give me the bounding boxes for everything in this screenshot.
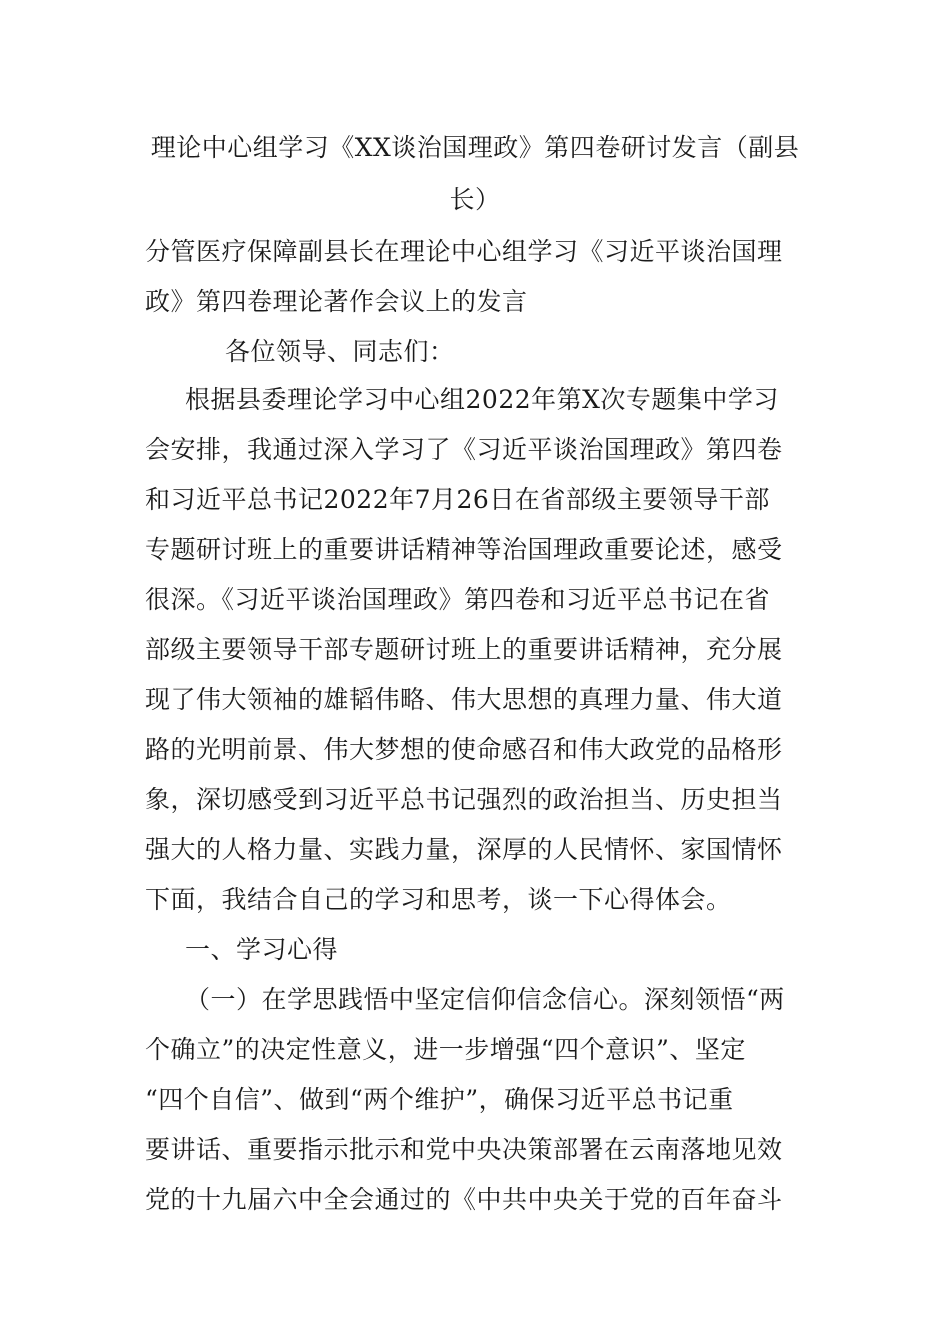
- paragraph-line: 下面，我结合自己的学习和思考，谈一下心得体会。: [145, 885, 732, 914]
- paragraph-line: 强大的人格力量、实践力量，深厚的人民情怀、家国情怀: [145, 835, 783, 864]
- paragraph-line: 和习近平总书记2022年7月26日在省部级主要领导干部: [145, 485, 770, 514]
- paragraph-line: “四个自信”、做到“两个维护”，确保习近平总书记重: [145, 1085, 734, 1114]
- document-subtitle-line-1: 分管医疗保障副县长在理论中心组学习《习近平谈治国理: [145, 237, 783, 266]
- paragraph-line: 要讲话、重要指示批示和党中央决策部署在云南落地见效: [145, 1135, 783, 1164]
- paragraph-line: 象，深切感受到习近平总书记强烈的政治担当、历史担当: [145, 785, 783, 814]
- paragraph-line: 部级主要领导干部专题研讨班上的重要讲话精神，充分展: [145, 635, 783, 664]
- document-title-line-1: 理论中心组学习《XX谈治国理政》第四卷研讨发言（副县: [150, 133, 800, 162]
- paragraph-line: 路的光明前景、伟大梦想的使命感召和伟大政党的品格形: [145, 735, 783, 764]
- paragraph-line: 很深。《习近平谈治国理政》第四卷和习近平总书记在省: [145, 585, 771, 614]
- paragraph-line: 会安排，我通过深入学习了《习近平谈治国理政》第四卷: [145, 435, 783, 464]
- paragraph-line: 根据县委理论学习中心组2022年第X次专题集中学习: [185, 385, 779, 414]
- paragraph-line: （一）在学思践悟中坚定信仰信念信心。深刻领悟“两: [185, 985, 785, 1014]
- salutation: 各位领导、同志们：: [225, 337, 455, 366]
- section-heading: 一、学习心得: [185, 935, 339, 964]
- paragraph-line: 专题研讨班上的重要讲话精神等治国理政重要论述，感受: [145, 535, 783, 564]
- paragraph-line: 个确立”的决定性意义，进一步增强“四个意识”、坚定: [145, 1035, 746, 1064]
- document-title-line-2: 长）: [449, 185, 501, 214]
- paragraph-line: 现了伟大领袖的雄韬伟略、伟大思想的真理力量、伟大道: [145, 685, 783, 714]
- paragraph-line: 党的十九届六中全会通过的《中共中央关于党的百年奋斗: [145, 1185, 783, 1214]
- document-subtitle-line-2: 政》第四卷理论著作会议上的发言: [145, 287, 528, 316]
